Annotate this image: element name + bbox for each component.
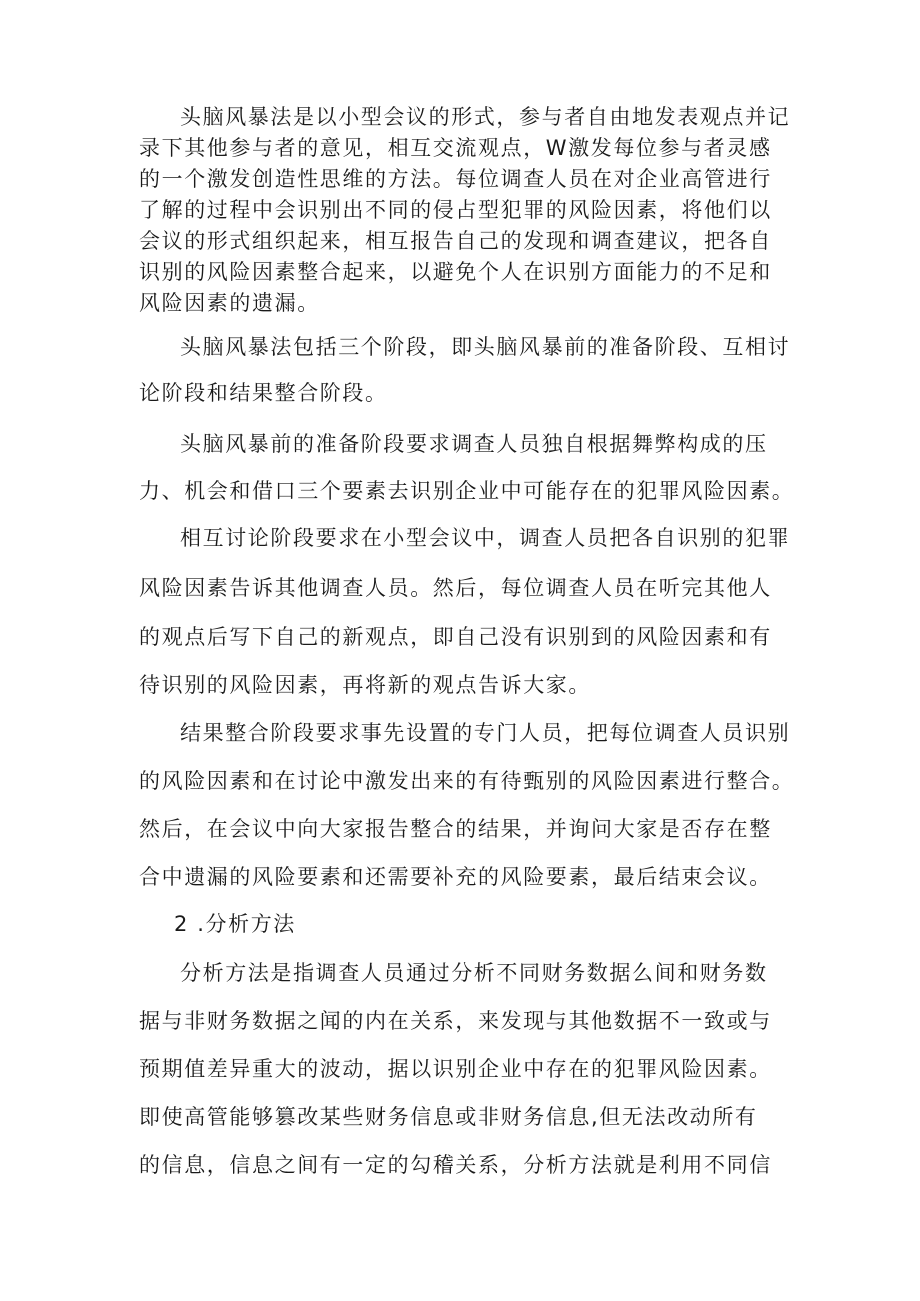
paragraph-5-line-2: 的风险因素和在讨论中激发出来的有待甄别的风险因素进行整合。 [139,769,795,793]
section-heading: 2 .分析方法 [174,912,296,936]
paragraph-5-line-4: 合中遗漏的风险要素和还需要补充的风险要素，最后结束会议。 [139,865,772,889]
paragraph-1-line-5: 会议的形式组织起来，相互报告自己的发现和调查建议，把各自 [139,229,772,253]
paragraph-1-line-1: 头脑风暴法是以小型会议的形式，参与者自由地发表观点并记 [180,105,791,129]
paragraph-4-line-3: 的观点后写下自己的新观点，即自己没有识别到的风险因素和有 [139,625,772,649]
paragraph-2-line-1: 头脑风暴法包括三个阶段，即头脑风暴前的准备阶段、互相讨 [180,335,791,359]
paragraph-1-line-4: 了解的过程中会识别出不同的侵占型犯罪的风险因素，将他们以 [139,198,772,222]
paragraph-5-line-1: 结果整合阶段要求事先设置的专门人员，把每位调查人员识别 [180,721,791,745]
paragraph-3-line-2: 力、机会和借口三个要素去识别企业中可能存在的犯罪风险因素。 [139,479,795,503]
paragraph-1-line-2: 录下其他参与者的意见，相互交流观点，W激发每位参与者灵感 [139,136,772,160]
paragraph-4-line-4: 待识别的风险因素，再将新的观点告诉大家。 [139,673,591,697]
paragraph-6-line-4: 即使高管能够篡改某些财务信息或非财务信息,但无法改动所有 [139,1105,758,1129]
paragraph-5-line-3: 然后，在会议中向大家报告整合的结果，并询问大家是否存在整 [139,817,772,841]
paragraph-6-line-3: 预期值差异重大的波动，据以识别企业中存在的犯罪风险因素。 [139,1057,772,1081]
paragraph-1-line-7: 风险因素的遗漏。 [139,291,320,315]
paragraph-3-line-1: 头脑风暴前的准备阶段要求调查人员独自根据舞弊构成的压 [180,432,768,456]
paragraph-2-line-2: 论阶段和结果整合阶段。 [139,381,388,405]
paragraph-1-line-3: 的一个激发创造性思维的方法。每位调查人员在对企业高管进行 [139,167,772,191]
paragraph-6-line-1: 分析方法是指调查人员通过分析不同财务数据么间和财务数 [180,961,768,985]
paragraph-4-line-2: 风险因素告诉其他调查人员。然后，每位调查人员在听完其他人 [139,576,772,600]
paragraph-6-line-2: 据与非财务数据之闻的内在关系，来发现与其他数据不一致或与 [139,1009,772,1033]
paragraph-6-line-5: 的信息，信息之间有一定的勾稽关系，分析方法就是利用不同信 [139,1153,772,1177]
paragraph-1-line-6: 识别的风险因素整合起来，以避免个人在识别方面能力的不足和 [139,260,772,284]
paragraph-4-line-1: 相互讨论阶段要求在小型会议中，调查人员把各自识别的犯罪 [180,526,791,550]
